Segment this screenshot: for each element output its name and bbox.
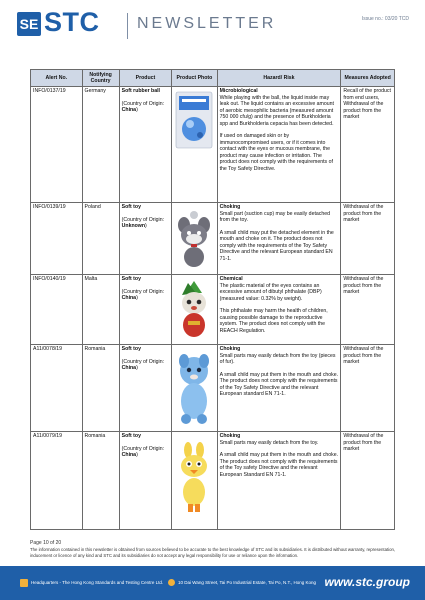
product-name: Soft toy	[121, 346, 141, 352]
product-origin: (Country of Origin: Unknown)	[121, 216, 165, 229]
product-photo-cell	[172, 87, 217, 203]
location-pin-icon	[168, 579, 175, 586]
hazard-type: Choking	[219, 346, 241, 352]
hazard-description: Small parts may easily detach from the toy.	[219, 439, 319, 446]
hazard-risk-cell	[217, 203, 341, 275]
stc-logo-text: STC	[44, 7, 100, 37]
hazard-consequence: A small child may put them in the mouth and choke. The product does not comply with the requirements of the Toy safety Directive and the relevant European Standard EN 71-1.	[219, 452, 339, 478]
table-row	[31, 345, 395, 432]
product-name: Soft toy	[121, 433, 141, 439]
footer-bar	[0, 566, 425, 600]
product-cell	[119, 87, 172, 203]
product-photo-cell	[172, 345, 217, 432]
product-cell	[119, 203, 172, 275]
hazard-type: Chemical	[219, 276, 243, 282]
measures-adopted: Withdrawal of the product from the market	[341, 345, 395, 432]
hazard-description: While playing with the ball, the liquid inside may leak out. The liquid contains an excessive amount of aerobic mesophilic bacteria (measured amount 750 000 cfu/g) and the presence of Burkholderia spp and Burkholderia cepacia has been detected.	[219, 94, 334, 127]
page-number: Page 10 of 20	[30, 540, 62, 546]
notifying-country: Poland	[82, 203, 119, 275]
hazard-consequence: A small child may put them in the mouth and choke. The product does not comply with the requirements of the Toy Safety Directive and the relevant European standard EN 71-1.	[219, 371, 339, 397]
disclaimer-text: The information contained in this newsletter is obtained from sources believed to be accurate to the best knowledge of STC and its subsidiaries. It is distributed without warranty, representation, inducement or licence of any kind and STC and its subsidiaries do not accept any legal responsibility for use or reliance upon the information.	[30, 547, 396, 558]
product-cell	[119, 432, 172, 530]
newsletter-header	[0, 0, 425, 48]
product-name: Soft rubber ball	[121, 88, 160, 94]
hazard-risk-cell	[217, 87, 341, 203]
website-link[interactable]: www.stc.group	[324, 575, 410, 589]
headquarters-text: Headquarters - The Hong Kong Standards and Testing Centre Ltd.	[31, 580, 164, 585]
alert-no: INFO/0137/19	[31, 87, 83, 203]
hazard-risk-cell	[217, 275, 341, 345]
notifying-country: Malta	[82, 275, 119, 345]
product-cell	[119, 345, 172, 432]
stc-logo-mark: SE	[17, 12, 41, 36]
alert-no: INFO/0139/19	[31, 203, 83, 275]
header-hazard-risk: Hazard/ Risk	[217, 70, 341, 87]
product-origin: (Country of Origin: China)	[121, 358, 165, 371]
address-text: 10 Dai Wang Street, Tai Po Industrial Estate, Tai Po, N.T., Hong Kong	[178, 580, 316, 585]
product-photo	[174, 207, 214, 272]
product-photo	[174, 349, 214, 430]
header-product-photo: Product Photo	[172, 70, 217, 87]
product-cell	[119, 275, 172, 345]
product-origin: (Country of Origin: China)	[121, 445, 165, 458]
hazard-description: Small part (suction cup) may be easily detached from the toy.	[219, 210, 331, 223]
table-row	[31, 432, 395, 530]
product-photo	[174, 279, 214, 342]
hazard-type: Choking	[219, 204, 241, 210]
hazard-risk-cell	[217, 345, 341, 432]
measures-adopted: Withdrawal of the product from the market	[341, 275, 395, 345]
table-header-row	[31, 70, 395, 87]
table-row	[31, 87, 395, 203]
measures-adopted: Withdrawal of the product from the market	[341, 432, 395, 530]
notifying-country: Romania	[82, 432, 119, 530]
alert-no: A11/0078/19	[31, 345, 83, 432]
building-icon	[20, 579, 28, 587]
hazard-description: Small parts may easily detach from the toy (pieces of fur).	[219, 352, 336, 365]
hazard-consequence: This phthalate may harm the health of children, causing possible damage to the reproductive system. The product does not comply with the REACH Regulation.	[219, 308, 328, 334]
header-notifying-country: Notifying Country	[82, 70, 119, 87]
notifying-country: Germany	[82, 87, 119, 203]
issue-number: Issue no.: 03/20 TCD	[361, 16, 409, 22]
notifying-country: Romania	[82, 345, 119, 432]
hazard-type: Microbiological	[219, 88, 258, 94]
hazard-type: Choking	[219, 433, 241, 439]
hazard-consequence: A small child may put the detached element in the mouth and choke on it. The product does not comply with the requirements of the Toy Safety Directive and the relevant European standard EN 71-1.	[219, 229, 334, 262]
header-measures-adopted: Measures Adopted	[341, 70, 395, 87]
alerts-table	[30, 69, 395, 530]
product-origin: (Country of Origin: China)	[121, 288, 165, 301]
header-alert-no: Alert No.	[31, 70, 83, 87]
table-row	[31, 203, 395, 275]
measures-adopted: Withdrawal of the product from the market	[341, 203, 395, 275]
newsletter-title: NEWSLETTER	[137, 15, 277, 32]
hazard-consequence: If used on damaged skin or by immunocompromised users, or if it comes into contact with the eyes or mucous membrane, the product may cause infection or irritation. The product does not comply with the requirements of the Toy Safety Directive.	[219, 133, 333, 172]
product-photo	[174, 91, 214, 154]
measures-adopted: Recall of the product from end users, Withdrawal of the product from the market	[341, 87, 395, 203]
hazard-risk-cell	[217, 432, 341, 530]
product-origin: (Country of Origin: China)	[121, 100, 165, 113]
table-row	[31, 275, 395, 345]
product-name: Soft toy	[121, 204, 141, 210]
header-product: Product	[119, 70, 172, 87]
alert-no: A11/0079/19	[31, 432, 83, 530]
product-photo-cell	[172, 203, 217, 275]
alert-no: INFO/0140/19	[31, 275, 83, 345]
product-photo-cell	[172, 432, 217, 530]
product-name: Soft toy	[121, 276, 141, 282]
hazard-description: The plastic material of the eyes contains an excessive amount of dibutyl phthalate (DBP) (measured value: 0.32% by weight).	[219, 282, 322, 302]
product-photo-cell	[172, 275, 217, 345]
product-photo	[174, 436, 214, 519]
header-divider	[127, 13, 128, 39]
